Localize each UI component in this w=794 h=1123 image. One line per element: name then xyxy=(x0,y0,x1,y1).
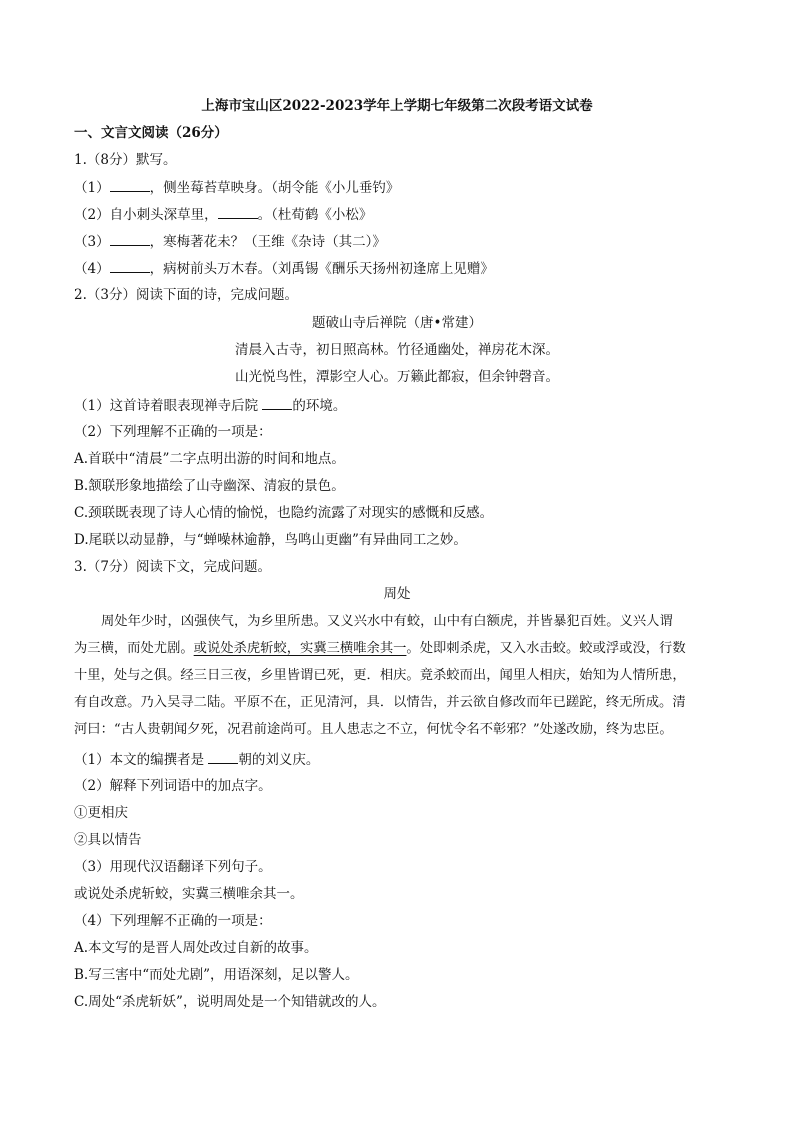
passage-text-part: 为三横，而处尤剧。 xyxy=(74,641,194,656)
poem-line-2: 山光悦鸟性，潭影空人心。万籁此都寂，但余钟磬音。 xyxy=(235,369,559,385)
answer-blank[interactable] xyxy=(110,177,150,192)
item-text: ，侧坐莓苔草映身。（胡令能《小儿垂钓》 xyxy=(149,180,400,196)
q3-sub1 xyxy=(74,749,319,770)
item-text: 。（杜荀鹤《小松》 xyxy=(257,207,373,223)
poem-line-1: 清晨入古寺，初日照高林。竹径通幽处，禅房花木深。 xyxy=(235,342,559,358)
q2-sub2: （2）下列理解不正确的一项是： xyxy=(74,424,272,440)
poem-title: 题破山寺后禅院（唐•常建） xyxy=(312,315,482,331)
sub-text: 的环境。 xyxy=(292,398,347,414)
answer-blank[interactable] xyxy=(218,204,258,219)
item-text: ，病树前头万木春。（刘禹锡《酬乐天扬州初逢席上见赠》 xyxy=(149,261,494,277)
passage-title: 周处 xyxy=(383,586,411,602)
q2-heading: 2.（3分）阅读下面的诗，完成问题。 xyxy=(74,287,298,303)
sub-text: 朝的刘义庆。 xyxy=(238,752,320,768)
exam-title: 上海市宝山区2022-2023学年上学期七年级第二次段考语文试卷 xyxy=(201,98,593,114)
q1-heading: 1.（8分）默写。 xyxy=(74,152,177,168)
passage-row-5: 河曰：“古人贵朝闻夕死，况君前途尚可。且人患志之不立，何忧令名不彰邪？”处遂改励，终为忠臣。 xyxy=(74,722,673,737)
answer-blank[interactable] xyxy=(208,749,238,764)
answer-blank[interactable] xyxy=(110,231,150,246)
q3-heading: 3.（7分）阅读下文，完成问题。 xyxy=(74,559,271,575)
passage-text xyxy=(74,608,722,743)
q3-sub3-sentence: 或说处杀虎斩蛟，实冀三横唯余其一。 xyxy=(74,886,304,902)
sub-text: （1）这首诗着眼表现禅寺后院 xyxy=(74,398,259,414)
item-number: （3） xyxy=(74,234,110,250)
sub-text: （1）本文的编撰者是 xyxy=(74,752,205,768)
q1-item-2 xyxy=(74,204,372,225)
q2-option-d: D.尾联以动显静，与“蝉噪林逾静，鸟鸣山更幽”有异曲同工之妙。 xyxy=(74,532,467,548)
q3-sub3: （3）用现代汉语翻译下列句子。 xyxy=(74,859,272,875)
item-number: （4） xyxy=(74,261,110,277)
section-heading: 一、文言文阅读（26分） xyxy=(74,125,228,141)
item-number: （1） xyxy=(74,180,110,196)
q1-item-3 xyxy=(74,231,386,252)
answer-blank[interactable] xyxy=(262,395,292,410)
q3-sub4: （4）下列理解不正确的一项是： xyxy=(74,913,272,929)
q3-sub2: （2）解释下列词语中的加点字。 xyxy=(74,778,272,794)
q2-option-b: B.颔联形象地描绘了山寺幽深、清寂的景色。 xyxy=(74,478,345,494)
item-text: ，寒梅著花未？（王维《杂诗（其二）》 xyxy=(149,234,386,250)
q3-option-a: A.本文写的是晋人周处改过自新的故事。 xyxy=(74,940,318,956)
q3-sub2-item-2: ②具以情告 xyxy=(74,832,142,848)
item-number: （2） xyxy=(74,207,110,223)
passage-row-4: 有自改意。乃入吴寻二陆。平原不在，正见清河，具．以情告，并云欲自修改而年已蹉跎，终无所成。清 xyxy=(74,695,686,710)
passage-row-3: 十里，处与之俱。经三日三夜，乡里皆谓已死，更．相庆。竟杀蛟而出，闻里人相庆，始知为人情所患， xyxy=(74,668,686,683)
passage-text-part: 。处即刺杀虎，又入水击蛟。蛟或浮或没，行数 xyxy=(406,641,686,656)
passage-row-1: 周处年少时，凶强侠气，为乡里所患。又义兴水中有蛟，山中有白额虎，并皆暴犯百姓。义兴人谓 xyxy=(101,614,673,629)
q1-item-1 xyxy=(74,177,399,198)
q2-sub1 xyxy=(74,395,346,416)
q2-option-c: C.颈联既表现了诗人心情的愉悦，也隐约流露了对现实的感慨和反感。 xyxy=(74,505,494,521)
passage-row-2 xyxy=(74,635,722,662)
answer-blank[interactable] xyxy=(110,258,150,273)
q3-option-c: C.周处“杀虎斩妖”，说明周处是一个知错就改的人。 xyxy=(74,994,386,1010)
item-text: 自小刺头深草里， xyxy=(109,207,218,223)
q3-sub2-item-1: ①更相庆 xyxy=(74,805,128,821)
q1-item-4 xyxy=(74,258,494,279)
q2-option-a: A.首联中“清晨”二字点明出游的时间和地点。 xyxy=(74,451,345,467)
q3-option-b: B.写三害中“而处尤剧”，用语深刻，足以警人。 xyxy=(74,967,359,983)
underlined-sentence: 或说处杀虎斩蛟，实冀三横唯余其一 xyxy=(193,641,407,656)
